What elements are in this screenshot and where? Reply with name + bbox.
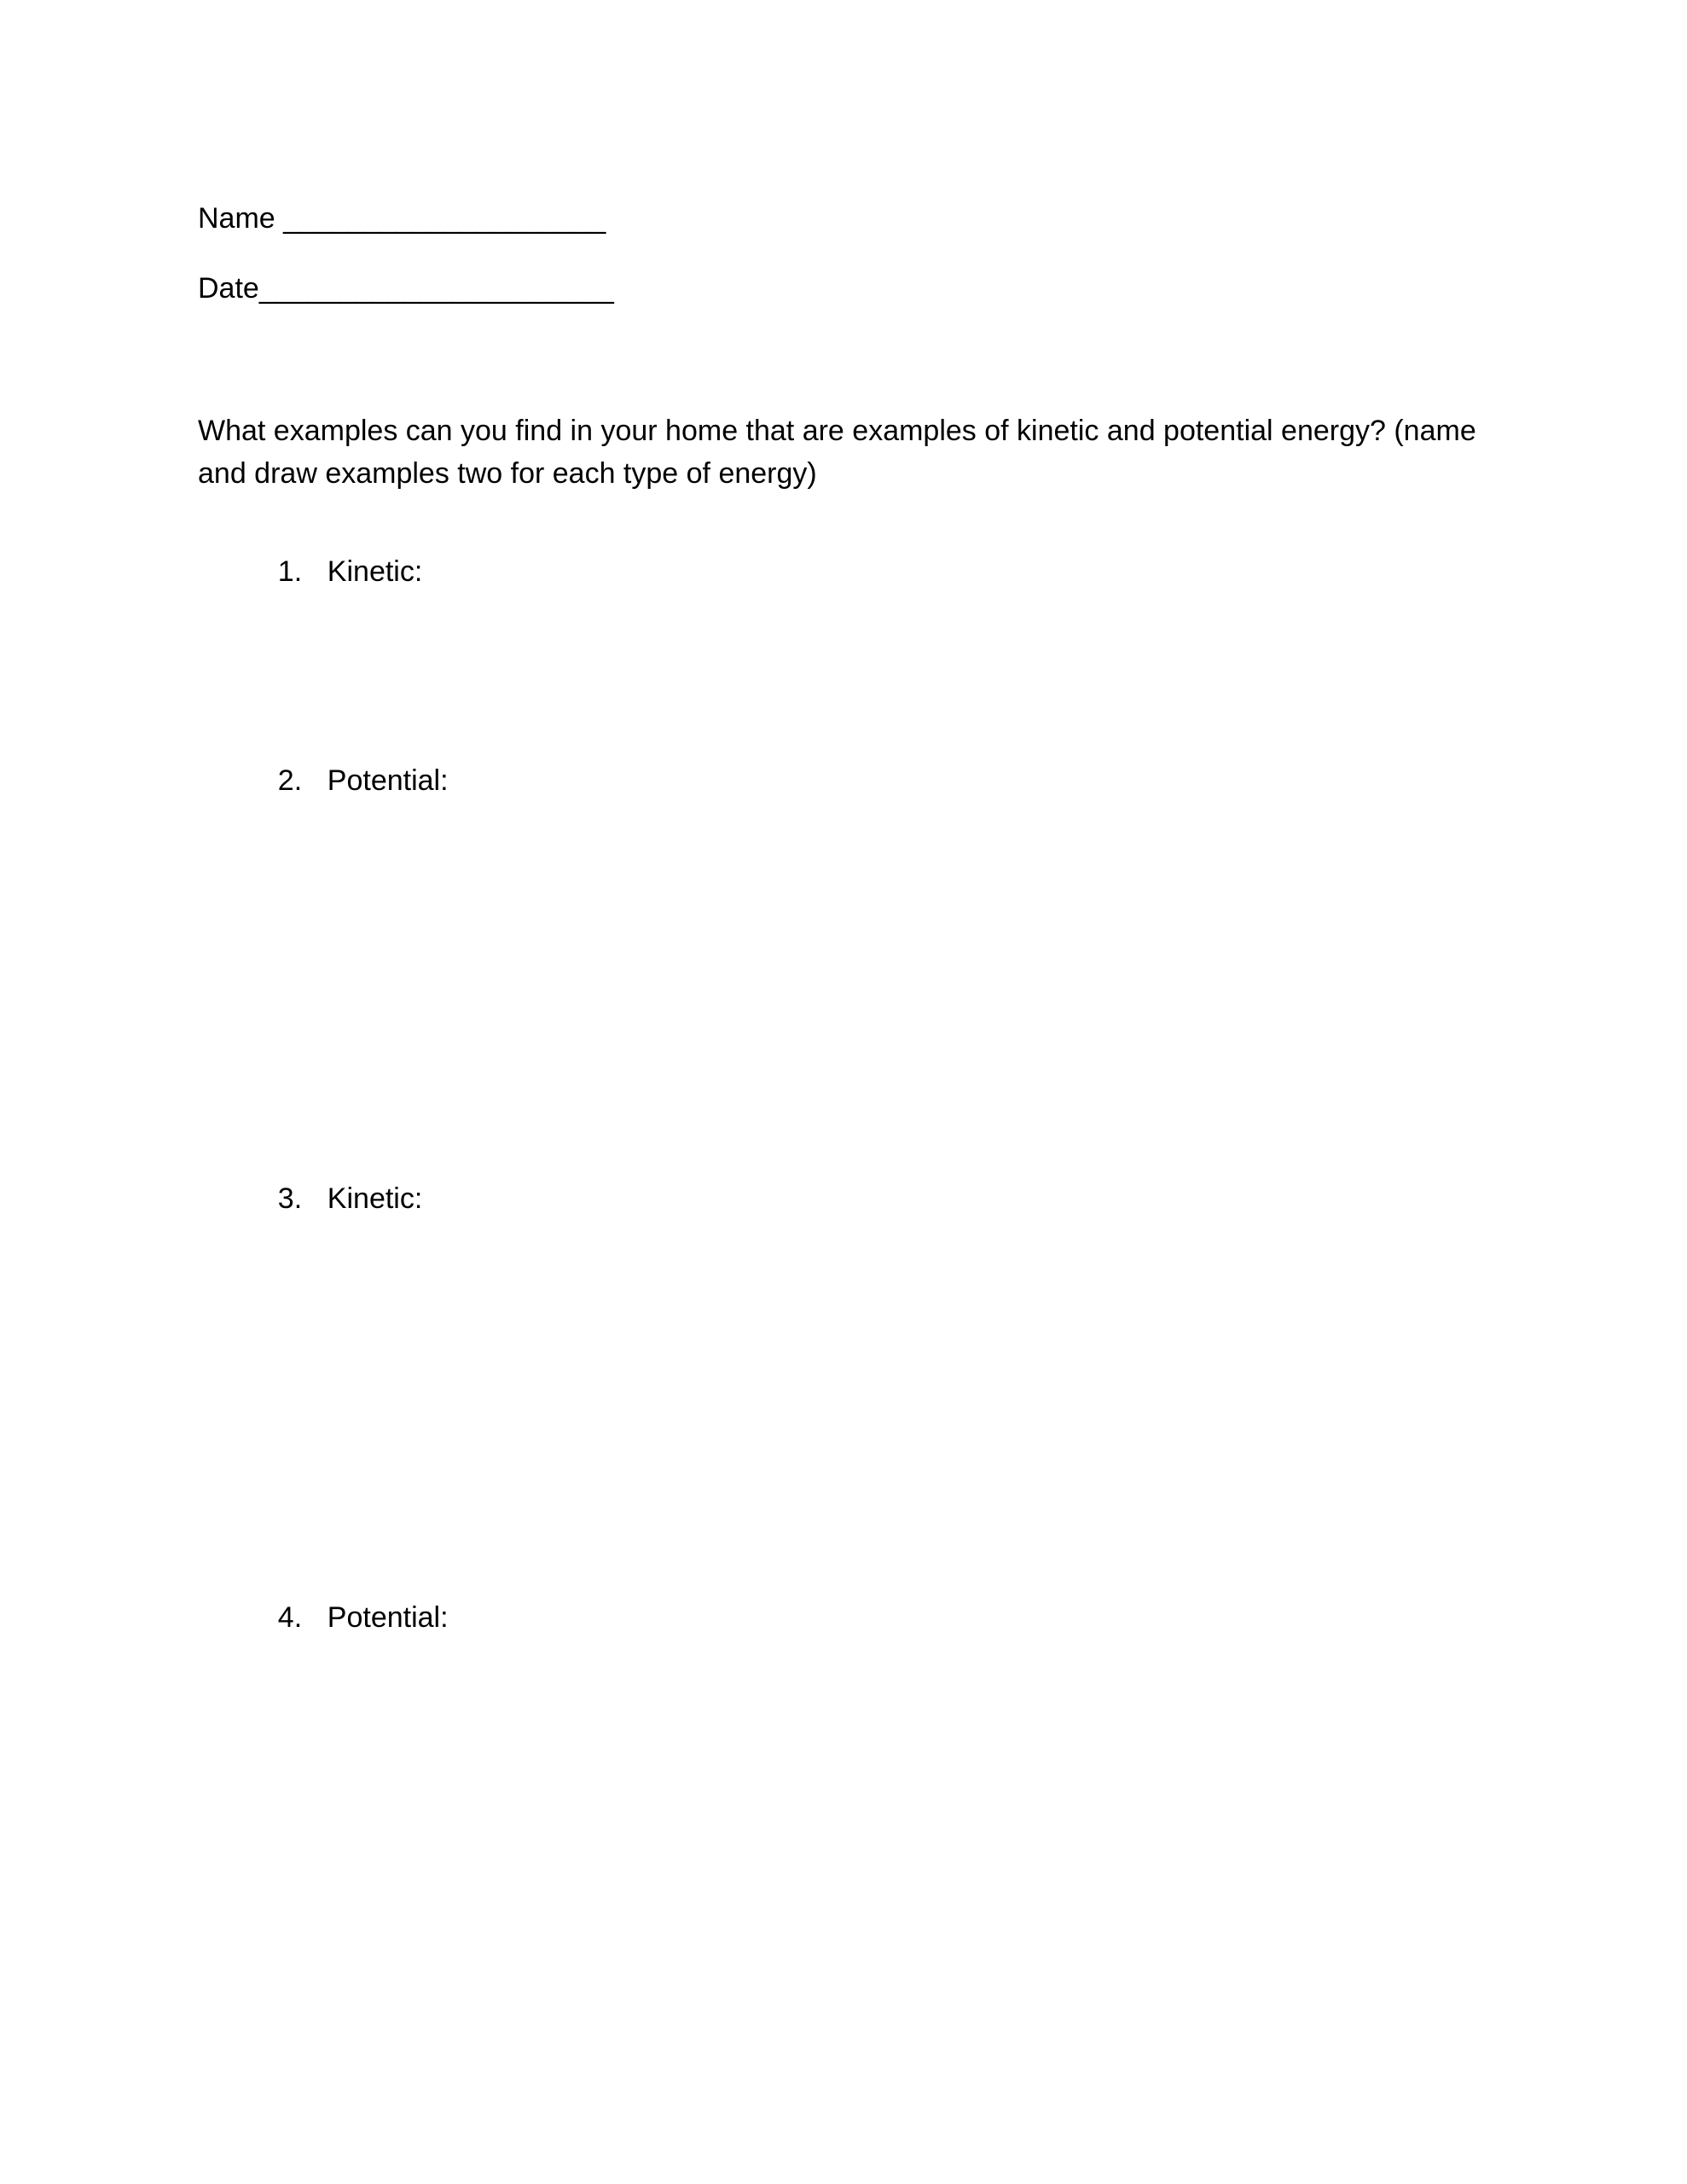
date-field-label: Date______________________ bbox=[198, 272, 614, 305]
list-item-kinetic-2 bbox=[246, 1147, 422, 1250]
list-item-label: Potential: bbox=[327, 764, 449, 797]
list-item-label: Kinetic: bbox=[327, 555, 423, 588]
list-item-number: 1. bbox=[277, 555, 303, 588]
list-item-potential-2 bbox=[246, 1566, 449, 1669]
list-item-number: 3. bbox=[277, 1182, 303, 1215]
name-field-label: Name ____________________ bbox=[198, 202, 606, 235]
list-item-kinetic-1 bbox=[246, 520, 422, 623]
list-item-label: Potential: bbox=[327, 1601, 449, 1634]
question-prompt: What examples can you find in your home that are examples of kinetic and potential energy? (name and draw examples two for each type of energy) bbox=[198, 415, 1476, 490]
list-item-number: 4. bbox=[277, 1601, 303, 1634]
list-item-potential-1 bbox=[246, 729, 449, 832]
list-item-label: Kinetic: bbox=[327, 1182, 423, 1215]
list-item-number: 2. bbox=[277, 764, 303, 797]
